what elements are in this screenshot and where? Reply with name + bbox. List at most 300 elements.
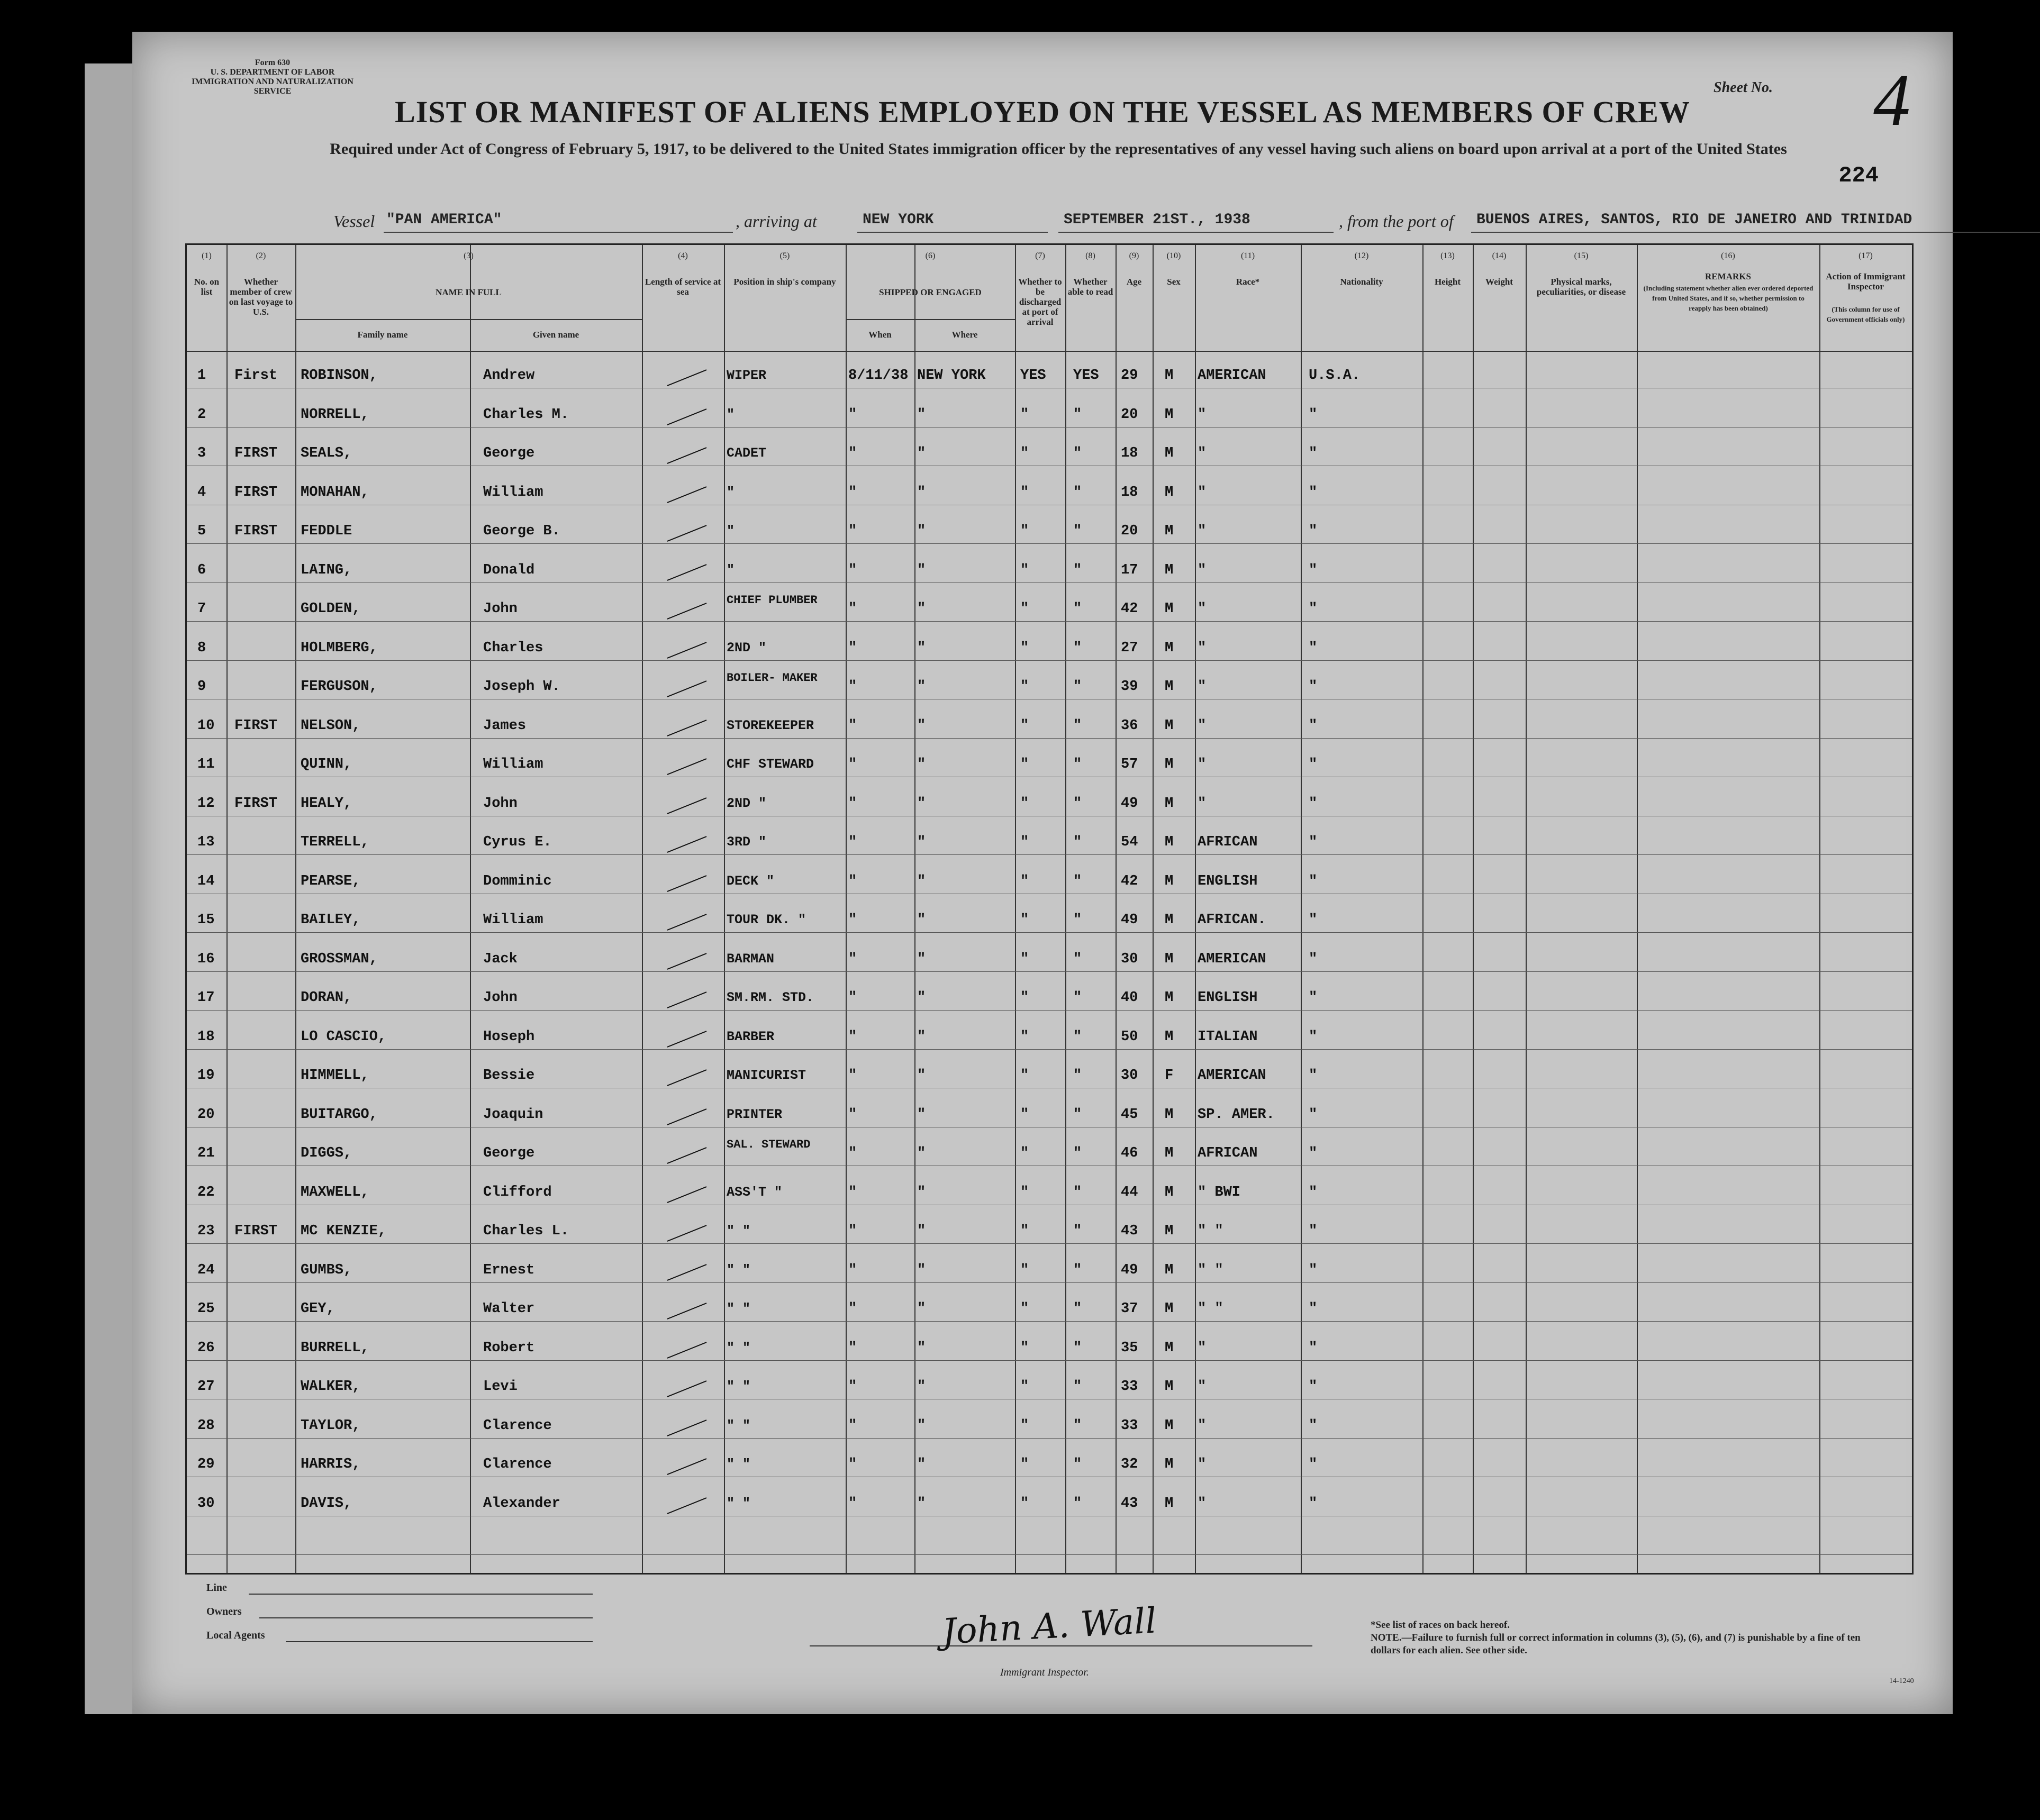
race: " BWI: [1198, 1184, 1241, 1200]
age: 39: [1121, 679, 1138, 695]
discharge: ": [1020, 912, 1029, 928]
row-number: 24: [197, 1262, 215, 1278]
shipped-when: ": [848, 1457, 857, 1472]
family-name: BUITARGO,: [301, 1106, 378, 1123]
able-to-read: ": [1073, 640, 1082, 656]
column-rule: [1473, 245, 1474, 1573]
given-name: Hoseph: [483, 1029, 535, 1045]
age: 29: [1121, 368, 1138, 384]
port-number: 224: [1838, 163, 1879, 188]
race: ": [1198, 445, 1207, 461]
sex: M: [1165, 679, 1174, 695]
nationality: ": [1309, 1262, 1318, 1278]
race: ": [1198, 1417, 1207, 1434]
position: MANICURIST: [727, 1068, 806, 1083]
row-number: 23: [197, 1223, 215, 1239]
able-to-read: ": [1073, 406, 1082, 423]
family-name: BURRELL,: [301, 1340, 369, 1356]
column-rule: [1065, 245, 1066, 1573]
age: 49: [1121, 1262, 1138, 1278]
shipped-where: ": [917, 1223, 926, 1239]
family-name: BAILEY,: [301, 912, 361, 928]
shipped-where: ": [917, 445, 926, 461]
row-rule: [187, 971, 1912, 972]
discharge: ": [1020, 1457, 1029, 1472]
shipped-where: ": [917, 912, 926, 928]
discharge: ": [1020, 757, 1029, 772]
position: ": [727, 484, 735, 500]
from-label: , from the port of: [1339, 212, 1454, 231]
shipped-when: ": [848, 951, 857, 967]
discharge: ": [1020, 717, 1029, 734]
row-number: 8: [197, 640, 206, 656]
position: BOILER- MAKER: [727, 671, 818, 685]
given-name: John: [483, 795, 518, 812]
row-number: 12: [197, 795, 215, 812]
service-tick: [667, 525, 707, 542]
nationality: ": [1309, 757, 1318, 772]
able-to-read: ": [1073, 834, 1082, 850]
given-name: Charles: [483, 640, 543, 656]
family-name: GEY,: [301, 1301, 335, 1317]
position: " ": [727, 1301, 751, 1316]
service-tick: [667, 603, 707, 620]
shipped-when: ": [848, 523, 857, 539]
position: CADET: [727, 445, 767, 461]
row-rule: [187, 1438, 1912, 1439]
row-number: 4: [197, 484, 206, 501]
race: ": [1198, 601, 1207, 617]
race: " ": [1198, 1262, 1223, 1278]
family-name: FERGUSON,: [301, 679, 378, 695]
column-header: Age: [1126, 277, 1142, 287]
age: 49: [1121, 912, 1138, 928]
shipped-where: ": [917, 757, 926, 772]
position: " ": [727, 1417, 751, 1433]
discharge: ": [1020, 1223, 1029, 1239]
vessel-name: "PAN AMERICA": [386, 212, 502, 228]
race: AFRICAN: [1198, 1145, 1258, 1161]
arrival-date: SEPTEMBER 21ST., 1938: [1064, 212, 1250, 228]
column-header: Where: [951, 330, 978, 340]
column-rule: [1153, 245, 1154, 1573]
age: 18: [1121, 484, 1138, 501]
service-tick: [667, 720, 707, 736]
nationality: ": [1309, 406, 1318, 423]
discharge: ": [1020, 834, 1029, 850]
shipped-where: NEW YORK: [917, 368, 986, 384]
race: ITALIAN: [1198, 1029, 1258, 1045]
sex: M: [1165, 1340, 1174, 1356]
nationality: U.S.A.: [1309, 368, 1361, 384]
column-header: Race*: [1236, 277, 1260, 287]
nationality: ": [1309, 951, 1318, 967]
race: ": [1198, 406, 1207, 423]
nationality: ": [1309, 1106, 1318, 1123]
service-tick: [667, 1419, 707, 1436]
race: AMERICAN: [1198, 951, 1266, 967]
family-name: DIGGS,: [301, 1145, 352, 1161]
position: SM.RM. STD.: [727, 990, 814, 1005]
sex: M: [1165, 601, 1174, 617]
column-header: Physical marks, peculiarities, or disease: [1536, 277, 1626, 297]
shipped-where: ": [917, 1417, 926, 1434]
shipped-when: ": [848, 990, 857, 1006]
vessel-underline: [384, 232, 733, 233]
given-name: George: [483, 445, 535, 461]
discharge: ": [1020, 1029, 1029, 1045]
sex: M: [1165, 1495, 1174, 1512]
shipped-when: ": [848, 717, 857, 734]
family-name: DORAN,: [301, 990, 352, 1006]
given-name: Levi: [483, 1379, 518, 1395]
column-number: (2): [256, 251, 266, 260]
sex: M: [1165, 445, 1174, 461]
row-number: 5: [197, 523, 206, 539]
column-number: (14): [1492, 251, 1507, 260]
race: ": [1198, 1457, 1207, 1472]
discharge: ": [1020, 562, 1029, 578]
footer-notes: [1371, 1619, 1879, 1657]
previous-voyage: FIRST: [234, 1223, 278, 1239]
column-number: (5): [779, 251, 790, 260]
shipped-when: ": [848, 834, 857, 850]
service-tick: [667, 1031, 707, 1048]
column-rule: [295, 245, 296, 1573]
shipped-where: ": [917, 1340, 926, 1356]
age: 33: [1121, 1417, 1138, 1434]
position: ": [727, 406, 735, 422]
shipped-when: ": [848, 1417, 857, 1434]
column-header: No. on list: [194, 277, 220, 297]
sex: M: [1165, 484, 1174, 501]
service-tick: [667, 369, 707, 386]
race: ENGLISH: [1198, 990, 1258, 1006]
able-to-read: ": [1073, 951, 1082, 967]
service-tick: [667, 1303, 707, 1320]
column-number: (16): [1721, 251, 1735, 260]
race: ": [1198, 757, 1207, 772]
family-name: WALKER,: [301, 1379, 361, 1395]
family-name: MC KENZIE,: [301, 1223, 387, 1239]
nationality: ": [1309, 873, 1318, 889]
able-to-read: ": [1073, 717, 1082, 734]
shipped-when: ": [848, 601, 857, 617]
shipped-when: 8/11/38: [848, 368, 909, 384]
service-tick: [667, 1186, 707, 1203]
able-to-read: ": [1073, 1379, 1082, 1395]
shipped-where: ": [917, 1106, 926, 1123]
nationality: ": [1309, 834, 1318, 850]
given-name: William: [483, 484, 543, 501]
from-underline: [1471, 232, 2040, 233]
able-to-read: ": [1073, 1223, 1082, 1239]
sex: M: [1165, 1184, 1174, 1200]
shipped-when: ": [848, 1223, 857, 1239]
agents-field: [286, 1641, 593, 1642]
column-number: (4): [678, 251, 688, 260]
sex: M: [1165, 757, 1174, 772]
header-rule: [187, 351, 1912, 352]
able-to-read: ": [1073, 1029, 1082, 1045]
nationality: ": [1309, 1184, 1318, 1200]
row-number: 10: [197, 717, 215, 734]
service-tick: [667, 1225, 707, 1242]
family-name: HOLMBERG,: [301, 640, 378, 656]
date-underline: [1058, 232, 1334, 233]
position: STOREKEEPER: [727, 717, 814, 733]
signature-caption: Immigrant Inspector.: [1000, 1667, 1089, 1678]
arriving-underline: [857, 232, 1048, 233]
column-number: (15): [1574, 251, 1589, 260]
family-name: TERRELL,: [301, 834, 369, 850]
column-rule: [1015, 245, 1016, 1573]
family-name: MONAHAN,: [301, 484, 369, 501]
given-name: Domminic: [483, 873, 552, 889]
column-number: (3): [464, 251, 474, 260]
position: CHF STEWARD: [727, 757, 814, 772]
family-name: ROBINSON,: [301, 368, 378, 384]
discharge: YES: [1020, 368, 1046, 384]
column-number: (9): [1129, 251, 1139, 260]
given-name: Walter: [483, 1301, 535, 1317]
discharge: ": [1020, 406, 1029, 423]
age: 32: [1121, 1457, 1138, 1472]
nationality: ": [1309, 912, 1318, 928]
race: AFRICAN: [1198, 834, 1258, 850]
nationality: ": [1309, 1301, 1318, 1317]
family-name: HEALY,: [301, 795, 352, 812]
nationality: ": [1309, 679, 1318, 695]
column-header: REMARKS: [1705, 271, 1751, 281]
able-to-read: ": [1073, 1417, 1082, 1434]
shipped-where: ": [917, 484, 926, 501]
arriving-label: , arriving at: [736, 212, 817, 231]
sex: M: [1165, 1417, 1174, 1434]
discharge: ": [1020, 640, 1029, 656]
shipped-when: ": [848, 1301, 857, 1317]
given-name: Charles M.: [483, 406, 569, 423]
given-name: Andrew: [483, 368, 535, 384]
column-rule: [642, 245, 643, 1573]
row-rule: [187, 1010, 1912, 1011]
race: " ": [1198, 1223, 1223, 1239]
column-header: (Including statement whether alien ever ordered deported from United States, and if so, whether permission to reapply has been obtained): [1643, 284, 1814, 312]
service-tick: [667, 758, 707, 775]
service-tick: [667, 1264, 707, 1281]
subheader-rule: [295, 319, 642, 320]
column-header: Weight: [1485, 277, 1513, 287]
discharge: ": [1020, 1495, 1029, 1512]
given-name: Bessie: [483, 1068, 535, 1084]
given-name: Clifford: [483, 1184, 552, 1200]
column-rule: [1116, 245, 1117, 1573]
sex: M: [1165, 951, 1174, 967]
column-header: Whether able to read: [1067, 277, 1113, 297]
family-name: QUINN,: [301, 757, 352, 772]
document-subtitle: Required under Act of Congress of February 5, 1917, to be delivered to the United States immigration officer by the representatives of any vessel having such aliens on board upon arrival at a port of the United States: [330, 140, 1787, 158]
service-tick: [667, 1108, 707, 1125]
sex: M: [1165, 912, 1174, 928]
nationality: ": [1309, 562, 1318, 578]
sex: M: [1165, 1379, 1174, 1395]
race: ": [1198, 679, 1207, 695]
race: ": [1198, 640, 1207, 656]
given-name: John: [483, 601, 518, 617]
family-name: GUMBS,: [301, 1262, 352, 1278]
service: IMMIGRATION AND NATURALIZATION SERVICE: [192, 77, 353, 96]
age: 49: [1121, 795, 1138, 812]
row-number: 9: [197, 679, 206, 695]
service-tick: [667, 991, 707, 1008]
family-name: MAXWELL,: [301, 1184, 369, 1200]
shipped-where: ": [917, 406, 926, 423]
column-rule: [1526, 245, 1527, 1573]
shipped-when: ": [848, 1068, 857, 1084]
sex: M: [1165, 523, 1174, 539]
row-number: 18: [197, 1029, 215, 1045]
discharge: ": [1020, 679, 1029, 695]
given-name: Jack: [483, 951, 518, 967]
discharge: ": [1020, 1379, 1029, 1395]
discharge: ": [1020, 523, 1029, 539]
position: 2ND ": [727, 640, 767, 656]
able-to-read: ": [1073, 601, 1082, 617]
given-name: Charles L.: [483, 1223, 569, 1239]
inspector-signature: John A. Wall: [941, 1600, 1158, 1652]
nationality: ": [1309, 523, 1318, 539]
sex: F: [1165, 1068, 1174, 1084]
given-name: Donald: [483, 562, 535, 578]
position: " ": [727, 1495, 751, 1511]
row-number: 13: [197, 834, 215, 850]
discharge: ": [1020, 1145, 1029, 1161]
penalty-note: NOTE.—Failure to furnish full or correct information in columns (3), (5), (6), and (7) is punishable by a fine of ten dollars for each alien. See other side.: [1371, 1632, 1861, 1656]
family-name: LO CASCIO,: [301, 1029, 387, 1045]
vessel-line: [333, 212, 1921, 238]
previous-voyage: FIRST: [234, 445, 278, 461]
discharge: ": [1020, 445, 1029, 461]
previous-voyage: FIRST: [234, 795, 278, 812]
shipped-where: ": [917, 990, 926, 1006]
previous-voyage: First: [234, 368, 278, 384]
discharge: ": [1020, 1340, 1029, 1356]
row-number: 1: [197, 368, 206, 384]
age: 40: [1121, 990, 1138, 1006]
row-rule: [187, 1360, 1912, 1361]
nationality: ": [1309, 1029, 1318, 1045]
given-name: Alexander: [483, 1495, 560, 1512]
shipped-where: ": [917, 601, 926, 617]
subheader-rule: [846, 319, 1015, 320]
column-rule: [1637, 245, 1638, 1573]
column-header: Length of service at sea: [645, 277, 721, 297]
sex: M: [1165, 1029, 1174, 1045]
given-name: Clarence: [483, 1457, 552, 1472]
age: 44: [1121, 1184, 1138, 1200]
shipped-where: ": [917, 873, 926, 889]
age: 42: [1121, 601, 1138, 617]
able-to-read: ": [1073, 1495, 1082, 1512]
race: AFRICAN.: [1198, 912, 1266, 928]
column-number: (7): [1035, 251, 1045, 260]
row-number: 30: [197, 1495, 215, 1512]
able-to-read: YES: [1073, 368, 1099, 384]
race: ": [1198, 717, 1207, 734]
shipped-when: ": [848, 1495, 857, 1512]
given-name: Cyrus E.: [483, 834, 552, 850]
service-tick: [667, 680, 707, 697]
position: SAL. STEWARD: [727, 1138, 811, 1151]
sex: M: [1165, 717, 1174, 734]
service-tick: [667, 1147, 707, 1164]
family-name: NELSON,: [301, 717, 361, 734]
able-to-read: ": [1073, 912, 1082, 928]
row-number: 17: [197, 990, 215, 1006]
discharge: ": [1020, 873, 1029, 889]
age: 36: [1121, 717, 1138, 734]
column-number: (13): [1440, 251, 1455, 260]
given-name: William: [483, 757, 543, 772]
age: 42: [1121, 873, 1138, 889]
service-tick: [667, 1069, 707, 1086]
able-to-read: ": [1073, 1068, 1082, 1084]
row-rule: [187, 1243, 1912, 1244]
sex: M: [1165, 834, 1174, 850]
column-number: (1): [202, 251, 212, 260]
age: 46: [1121, 1145, 1138, 1161]
sex: M: [1165, 795, 1174, 812]
row-rule: [187, 621, 1912, 622]
age: 54: [1121, 834, 1138, 850]
age: 35: [1121, 1340, 1138, 1356]
nationality: ": [1309, 1340, 1318, 1356]
service-tick: [667, 836, 707, 853]
given-name: Joseph W.: [483, 679, 560, 695]
race: ENGLISH: [1198, 873, 1258, 889]
row-number: 2: [197, 406, 206, 423]
able-to-read: ": [1073, 795, 1082, 812]
row-rule: [187, 738, 1912, 739]
able-to-read: ": [1073, 873, 1082, 889]
nationality: ": [1309, 601, 1318, 617]
able-to-read: ": [1073, 484, 1082, 501]
row-number: 14: [197, 873, 215, 889]
line-field: [249, 1594, 593, 1595]
family-name: DAVIS,: [301, 1495, 352, 1512]
race: SP. AMER.: [1198, 1106, 1275, 1123]
age: 57: [1121, 757, 1138, 772]
position: " ": [727, 1457, 751, 1472]
able-to-read: ": [1073, 679, 1082, 695]
race: ": [1198, 1340, 1207, 1356]
position: " ": [727, 1262, 751, 1278]
column-rule: [1195, 245, 1196, 1573]
shipped-where: ": [917, 640, 926, 656]
age: 37: [1121, 1301, 1138, 1317]
column-rule: [914, 245, 915, 1573]
nationality: ": [1309, 795, 1318, 812]
nationality: ": [1309, 1495, 1318, 1512]
column-number: (10): [1166, 251, 1181, 260]
family-name: LAING,: [301, 562, 352, 578]
column-header: Position in ship's company: [733, 277, 836, 287]
row-number: 20: [197, 1106, 215, 1123]
family-name: HIMMELL,: [301, 1068, 369, 1084]
position: BARBER: [727, 1029, 775, 1044]
sex: M: [1165, 406, 1174, 423]
shipped-where: ": [917, 795, 926, 812]
